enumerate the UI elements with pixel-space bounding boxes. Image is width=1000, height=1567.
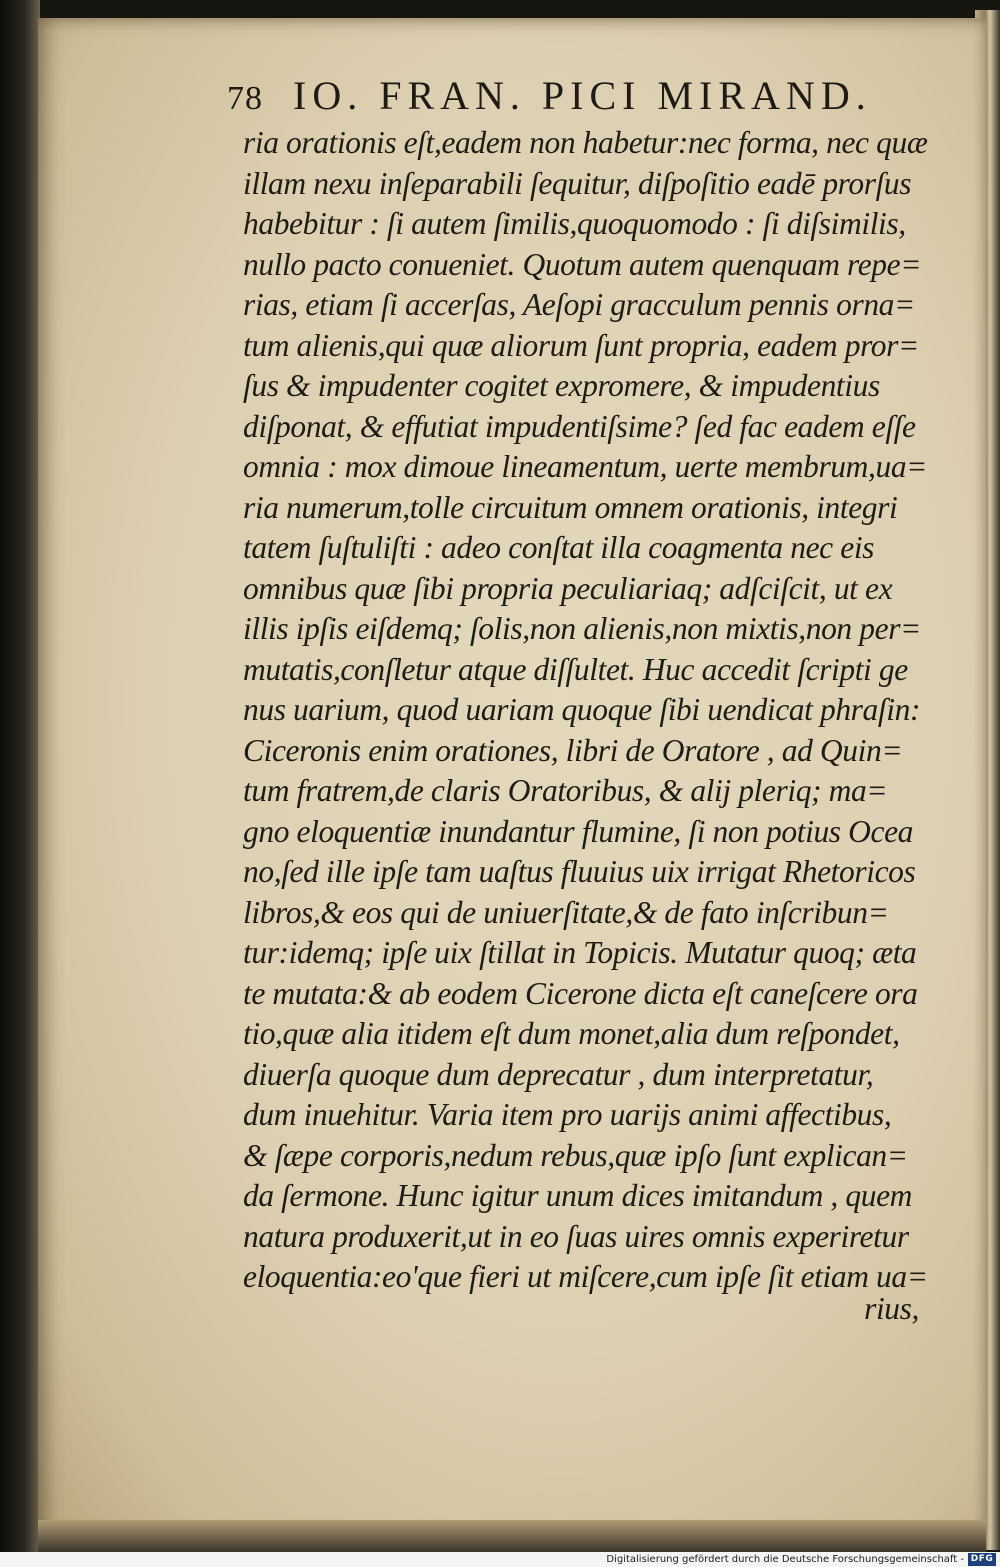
- dfg-logo-icon: DFG: [968, 1553, 996, 1566]
- text-line: mutatis,conſletur atque diſſultet. Huc accedit ſcripti ge: [243, 651, 908, 687]
- text-line: ria numerum,tolle circuitum omnem orationis, integri: [243, 489, 898, 525]
- text-line: ria orationis eſt,eadem non habetur:nec forma, nec quæ: [243, 125, 928, 160]
- catchword: rius,: [864, 1291, 919, 1326]
- text-line: diſponat, & effutiat impudentiſsime? ſed fac eadem eſſe: [243, 408, 916, 444]
- text-line: da ſermone. Hunc igitur unum dices imitandum , quem: [243, 1178, 913, 1213]
- funding-credit: Digitalisierung gefördert durch die Deutsche Forschungsgemeinschaft -: [606, 1554, 964, 1565]
- text-line: libros,& eos qui de uniuerſitate,& de fato inſcribun=: [243, 894, 889, 930]
- text-line: Ciceronis enim orationes, libri de Oratore , ad Quin=: [243, 732, 903, 768]
- book-spine-shadow: [0, 0, 40, 1552]
- text-line: rias, etiam ſi accerſas, Aeſopi gracculum pennis orna=: [243, 287, 915, 322]
- page-header: [227, 72, 907, 126]
- text-line: ſus & impudenter cogitet expromere, & impudentius: [243, 368, 880, 403]
- text-line: tur:idemq; ipſe uix ſtillat in Topicis. Mutatur quoq; æta: [243, 935, 917, 970]
- text-line: no,ſed ille ipſe tam uaſtus fluuius uix irrigat Rhetoricos: [243, 854, 916, 889]
- page-bottom-shadow: [38, 1520, 986, 1552]
- text-line: nus uarium, quod uariam quoque ſibi uendicat phraſin:: [243, 692, 921, 727]
- text-line: omnibus quæ ſibi propria peculiariaq; adſciſcit, ut ex: [243, 570, 893, 606]
- text-line: eloquentia:eo'que fieri ut miſcere,cum ipſe ſit etiam ua=: [243, 1259, 928, 1294]
- digitization-footer: [0, 1552, 1000, 1567]
- running-head: IO. FRAN. PICI MIRAND.: [293, 73, 872, 118]
- text-line: tum alienis,qui quæ aliorum ſunt propria, eadem pror=: [243, 327, 919, 363]
- text-line: omnia : mox dimoue lineamentum, uerte membrum,ua=: [243, 449, 928, 484]
- text-line: gno eloquentiæ inundantur flumine, ſi non potius Ocea: [243, 813, 914, 849]
- text-line: tatem ſuſtuliſti : adeo conſtat illa coagmenta nec eis: [243, 530, 875, 565]
- text-line: illam nexu inſeparabili ſequitur, diſpoſitio eadē prorſus: [243, 165, 912, 201]
- text-line: diuerſa quoque dum deprecatur , dum interpretatur,: [243, 1056, 874, 1092]
- text-line: illis ipſis eiſdemq; ſolis,non alienis,non mixtis,non per=: [243, 611, 921, 646]
- text-line: dum inuehitur. Varia item pro uarijs animi affectibus,: [243, 1097, 892, 1132]
- text-line: tio,quæ alia itidem eſt dum monet,alia dum reſpondet,: [243, 1016, 900, 1051]
- text-line: te mutata:& ab eodem Cicerone dicta eſt caneſcere ora: [243, 975, 918, 1011]
- page-number: 78: [227, 80, 263, 117]
- text-line: habebitur : ſi autem ſimilis,quoquomodo : ſi diſsimilis,: [243, 206, 906, 241]
- body-text: [243, 123, 933, 1326]
- text-line: tum fratrem,de claris Oratoribus, & alij pleriq; ma=: [243, 773, 888, 808]
- text-line: natura produxerit,ut in eo ſuas uires omnis experiretur: [243, 1218, 909, 1254]
- text-line: & ſæpe corporis,nedum rebus,quæ ipſo ſunt explican=: [243, 1137, 908, 1173]
- text-line: nullo pacto conueniet. Quotum autem quenquam repe=: [243, 246, 922, 282]
